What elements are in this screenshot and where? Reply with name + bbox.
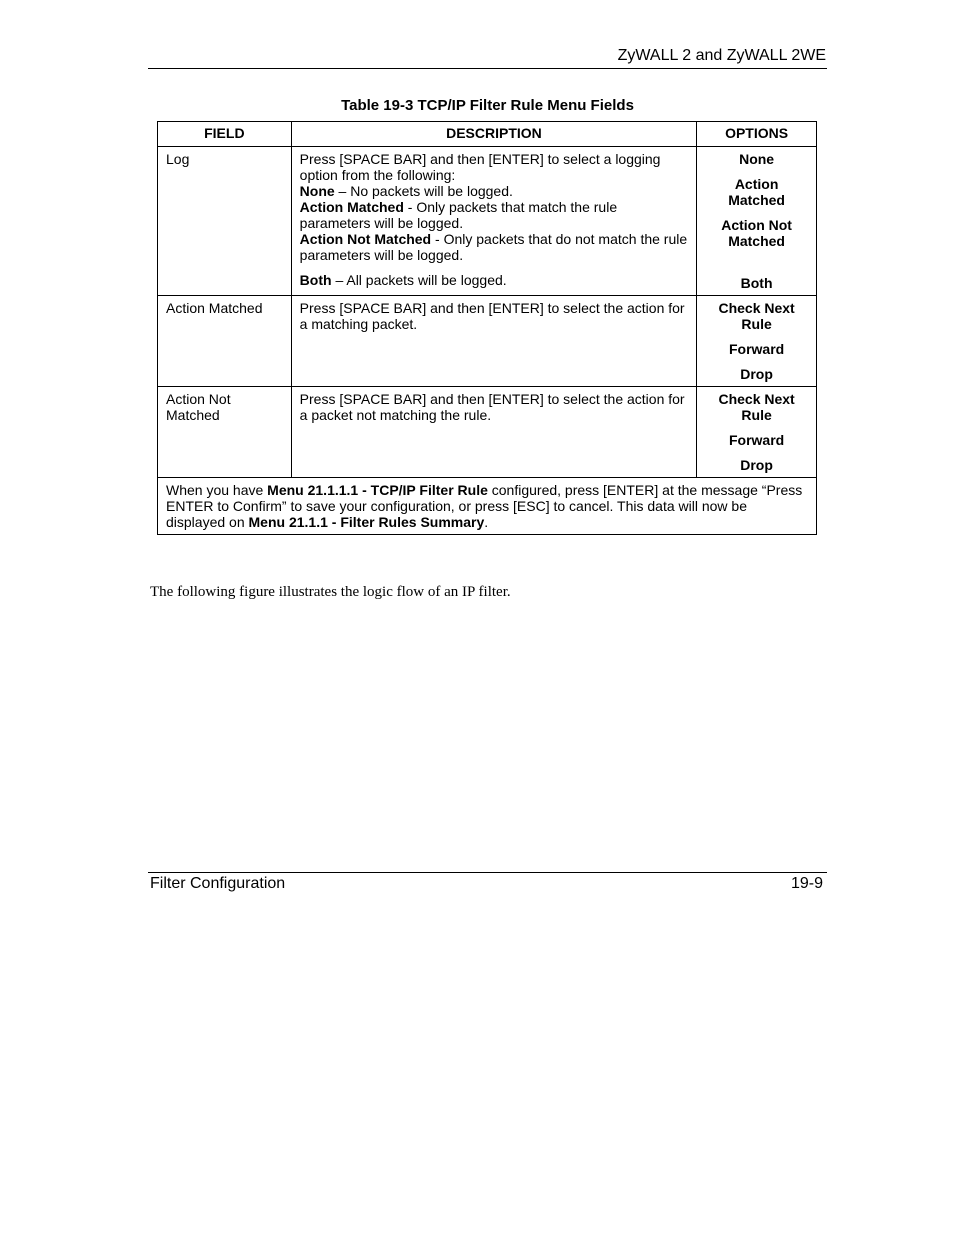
field-options [697,296,817,387]
table-row [158,296,817,387]
option-item: Drop [740,457,773,473]
field-description [291,147,697,296]
term-text: – All packets will be logged. [331,272,507,288]
header-divider [148,68,827,69]
description-action-not-matched [300,231,689,263]
option-item: Forward [728,341,785,357]
note-text: . [484,514,489,530]
term: None [299,183,335,199]
description-none [300,183,689,199]
term: Both [299,272,332,288]
option-item: Check Next Rule [718,300,795,332]
field-options [697,147,817,296]
description-both [300,272,689,288]
footer-section-title: Filter Configuration [150,875,286,892]
table-footer-note [158,478,817,535]
table-row [158,147,817,296]
term-text: - Only packets that do not match the rule parameters will be logged. [299,231,688,263]
term-text: - Only packets that match the rule parameters will be logged. [299,199,618,231]
field-name: Log [158,147,292,296]
option-item: Both [740,275,773,291]
field-name: Action Not Matched [158,387,292,478]
footer-divider [148,872,827,873]
note-text: configured, press [ENTER] at the message “Press ENTER to Confirm” to save your configuration, or press [ESC] to cancel. This data will now be displayed on [166,482,803,530]
running-header: ZyWALL 2 and ZyWALL 2WE [617,47,826,64]
field-description: Press [SPACE BAR] and then [ENTER] to select the action for a packet not matching the rule. [291,387,697,478]
option-item: Check Next Rule [718,391,795,423]
column-header-description: DESCRIPTION [291,122,697,147]
field-name: Action Matched [158,296,292,387]
description-action-matched [300,199,689,231]
body-paragraph: The following figure illustrates the logic flow of an IP filter. [150,584,511,600]
field-description: Press [SPACE BAR] and then [ENTER] to select the action for a matching packet. [291,296,697,387]
description-intro: Press [SPACE BAR] and then [ENTER] to select a logging option from the following: [299,151,661,183]
filter-rule-fields-table [157,121,817,535]
page-number: 19-9 [790,875,823,892]
table-row [158,387,817,478]
option-item: Action Not Matched [721,217,792,249]
table-footer-row [158,478,817,535]
table-header-row [158,122,817,147]
option-item: None [739,151,775,167]
term: Action Not Matched [299,231,432,247]
menu-reference: Menu 21.1.1.1 - TCP/IP Filter Rule [267,482,488,498]
table-caption: Table 19-3 TCP/IP Filter Rule Menu Fields [341,97,634,114]
term: Action Matched [299,199,404,215]
menu-reference: Menu 21.1.1 - Filter Rules Summary [248,514,485,530]
note-text: When you have [166,482,268,498]
column-header-field: FIELD [158,122,292,147]
term-text: – No packets will be logged. [334,183,513,199]
column-header-options: OPTIONS [697,122,817,147]
option-item: Forward [728,432,785,448]
field-options [697,387,817,478]
option-item: Action Matched [728,176,785,208]
option-item: Drop [740,366,773,382]
